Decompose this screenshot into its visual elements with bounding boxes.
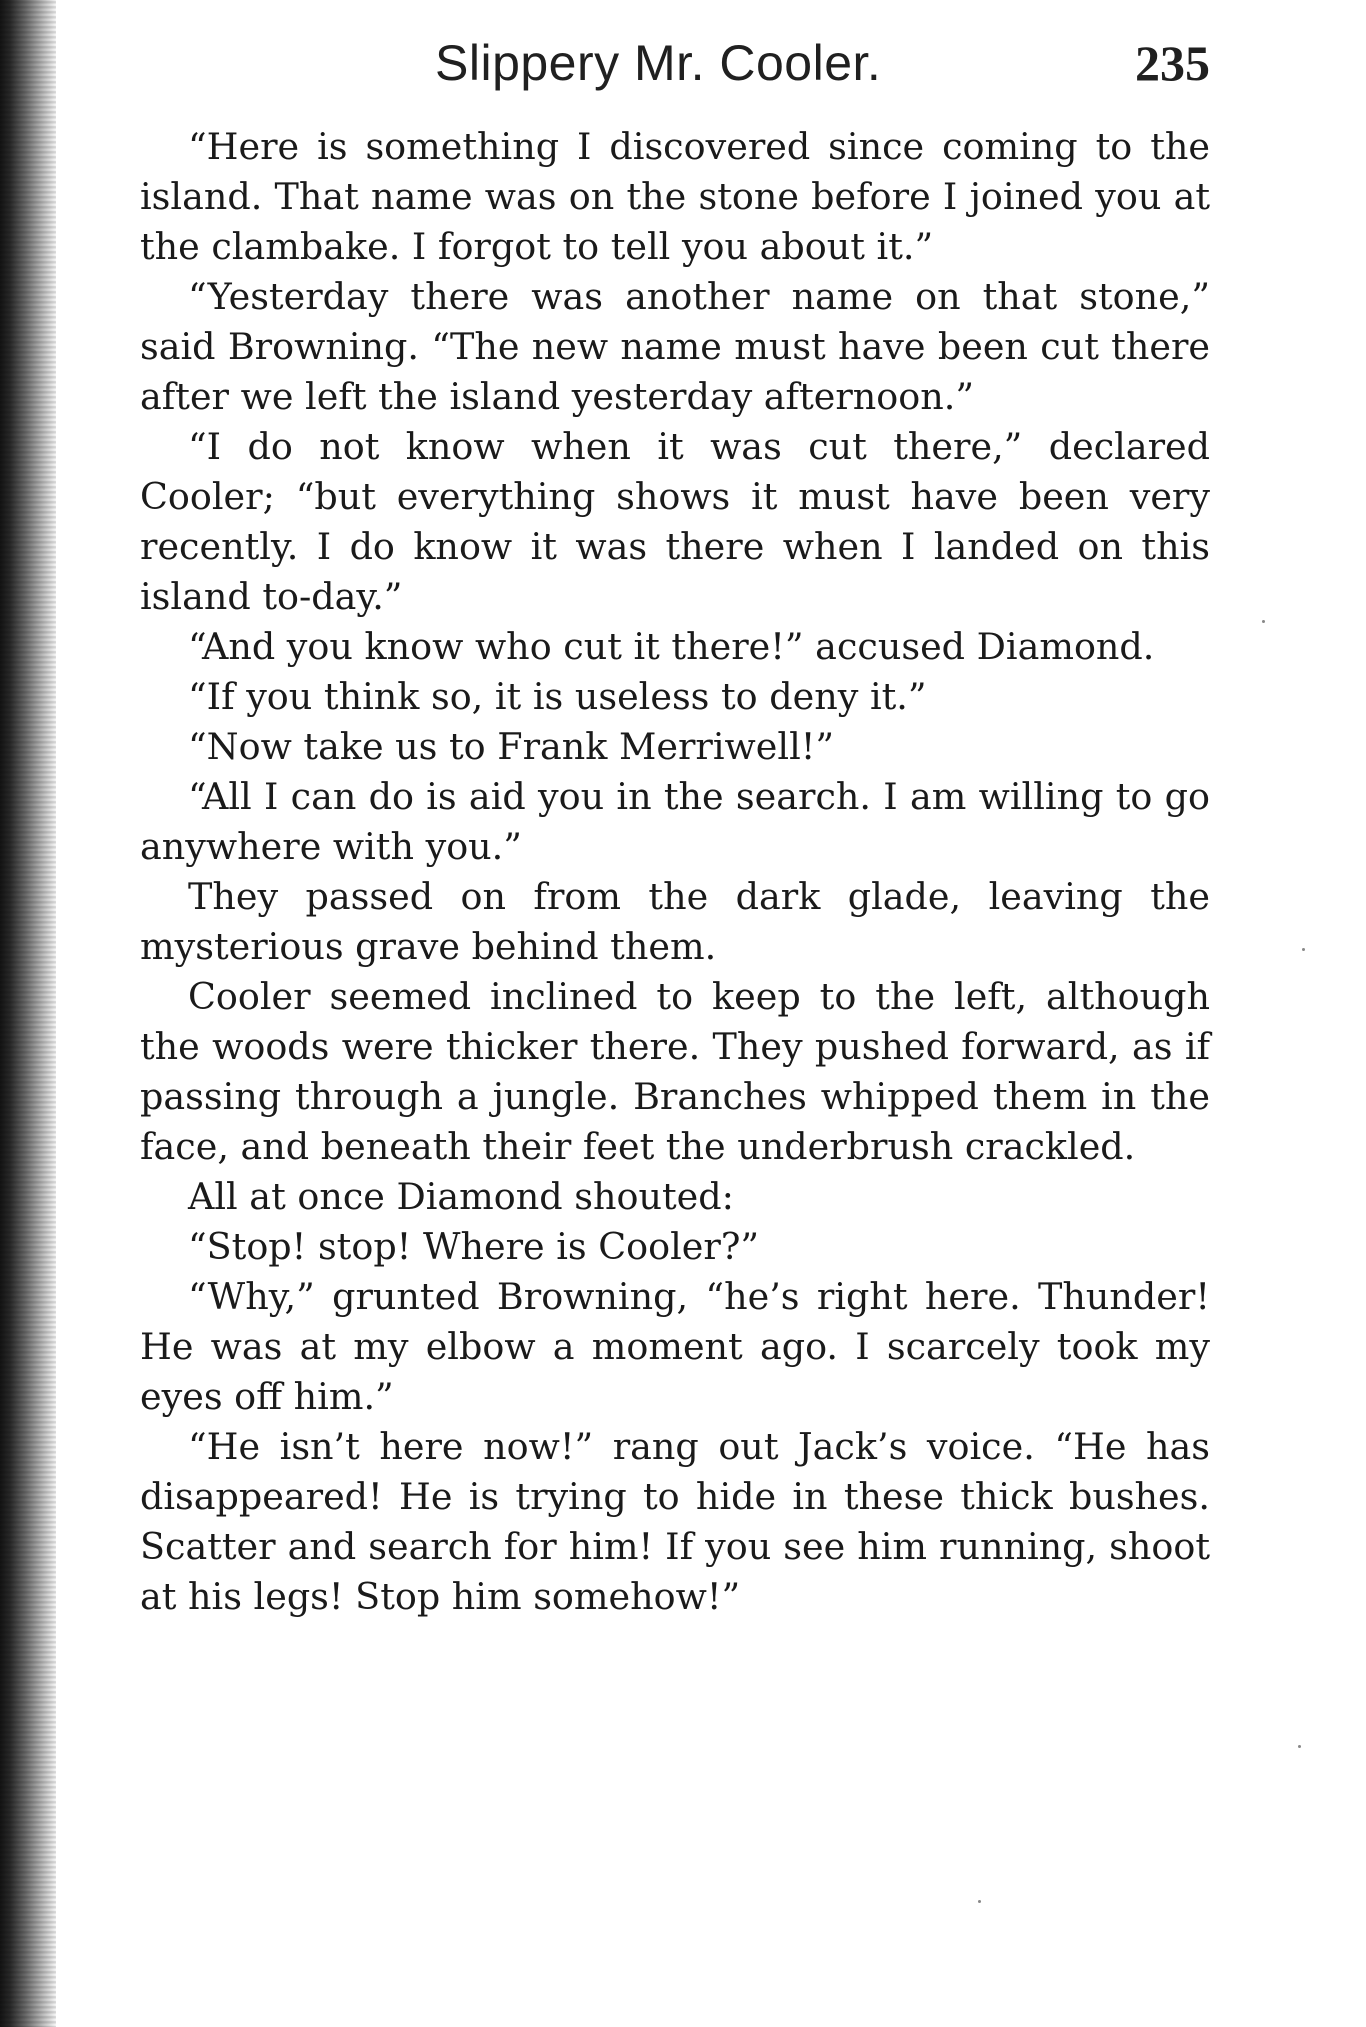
print-speck <box>978 1900 981 1903</box>
paragraph: “Stop! stop! Where is Cooler?” <box>188 1225 760 1268</box>
paragraph: “Now take us to Frank Merriwell!” <box>188 725 835 768</box>
paragraph: They passed on from the dark glade, leaving the mysterious grave behind them. <box>140 875 1210 968</box>
paragraph: “If you think so, it is useless to deny it.” <box>188 675 927 718</box>
paragraph: Cooler seemed inclined to keep to the left, although the woods were thicker there. They pushed forward, as if passing through a jungle. Branches whipped them in the face, and beneath their feet the underbrush crackled. <box>140 975 1210 1168</box>
chapter-title: Slippery Mr. Cooler. <box>435 35 882 91</box>
body-text <box>140 122 1210 1622</box>
print-speck <box>1302 948 1305 951</box>
book-binding-edge <box>0 0 56 2027</box>
paragraph: “All I can do is aid you in the search. I am willing to go anywhere with you.” <box>140 775 1210 868</box>
paragraph: “He isn’t here now!” rang out Jack’s voice. “He has disappeared! He is trying to hide in these thick bushes. Scatter and search for him! If you see him running, shoot at his legs! Stop him somehow!” <box>140 1425 1210 1618</box>
paragraph: “And you know who cut it there!” accused Diamond. <box>188 625 1155 668</box>
paragraph: “Yesterday there was another name on that stone,” said Browning. “The new name must have been cut there after we left the island yesterday afternoon.” <box>140 275 1210 418</box>
paragraph: “I do not know when it was cut there,” declared Cooler; “but everything shows it must have been very recently. I do know it was there when I landed on this island to-day.” <box>140 425 1210 618</box>
print-speck <box>1298 1745 1301 1748</box>
print-speck <box>1262 620 1265 623</box>
paragraph: “Why,” grunted Browning, “he’s right here. Thunder! He was at my elbow a moment ago. I scarcely took my eyes off him.” <box>140 1275 1210 1418</box>
paragraph: All at once Diamond shouted: <box>188 1175 734 1218</box>
page-number: 235 <box>1135 35 1210 91</box>
running-header <box>140 34 1210 104</box>
paragraph: “Here is something I discovered since coming to the island. That name was on the stone before I joined you at the clambake. I forgot to tell you about it.” <box>140 125 1210 268</box>
